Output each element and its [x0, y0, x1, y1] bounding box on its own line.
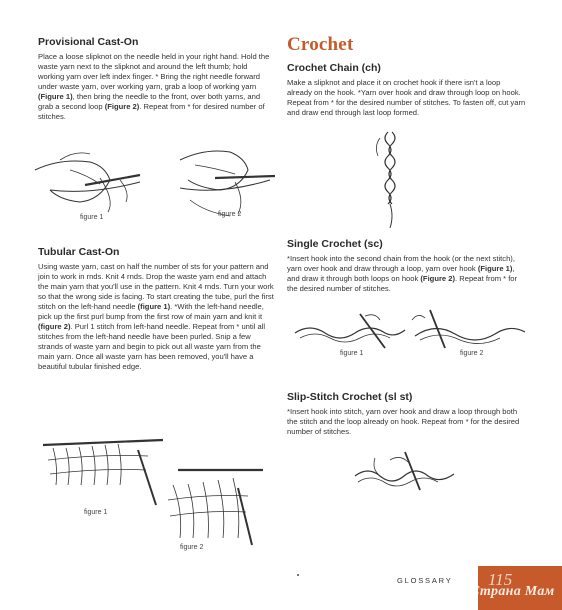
tubular-figure-2-label: figure 2	[180, 544, 204, 551]
page-number: 115	[488, 570, 513, 589]
single-crochet-heading: Single Crochet (sc)	[287, 238, 383, 250]
single-crochet-figure-2-label: figure 2	[460, 350, 484, 357]
single-crochet-illustration	[290, 308, 540, 353]
provisional-figure-2-label: figure 2	[218, 211, 242, 218]
crochet-chain-heading: Crochet Chain (ch)	[287, 62, 381, 74]
single-crochet-text: *Insert hook into the second chain from the hook (or the next stitch), yarn over hook and draw through a loop, yarn over hook (Figure 1), and draw it through both loops on hook (Figure 2). Repeat from * for the desired number of stitches.	[287, 254, 518, 293]
crochet-chain-illustration	[370, 130, 410, 230]
watermark-logo: Страна Мам	[470, 584, 555, 599]
slip-stitch-illustration	[350, 448, 460, 493]
slip-stitch-text: *Insert hook into stitch, yarn over hook and draw a loop through both the stitch and the loop already on hook. Repeat from * for the desired number of stitches.	[287, 407, 520, 436]
slip-stitch-heading: Slip-Stitch Crochet (sl st)	[287, 391, 413, 403]
provisional-cast-on-text: Place a loose slipknot on the needle held in your right hand. Hold the waste yarn next to the slipknot and around the left thumb; hold working yarn over left index finger. * Bring the right needle forward under waste yarn, over working yarn, grab a loop of working yarn (Figure 1), then bring the needle to the front, over both yarns, and grab a second loop (Figure 2). Repeat from * for desired number of stitches.	[38, 52, 270, 121]
slip-stitch-section	[287, 391, 527, 437]
tubular-cast-on-text: Using waste yarn, cast on half the number of sts for your pattern and join to work in rnds. Knit 4 rnds. Drop the waste yarn end and attach the main yarn that you'll use in the pattern. Knit 4 rnds. Turn your work so that the wrong side is facing. To start creating the tube, purl the first stitch on the left-hand needle (figure 1). *With the left-hand needle, pick up the first purl bump from the first row of main yarn and knit it (figure 2). Purl 1 stitch from left-hand needle. Repeat from * until all stitches from the left-hand needle have been purled. Snip a few strands of waste yarn and begin to pick out all waste yarn from the main yarn. Once all waste yarn has been removed, you'll have a beautiful tubular finished edge.	[38, 262, 274, 371]
provisional-figure-1-label: figure 1	[80, 214, 104, 221]
tubular-section	[38, 246, 274, 372]
crochet-title: Crochet	[287, 34, 354, 55]
single-crochet-figure-1-label: figure 1	[340, 350, 364, 357]
provisional-cast-on-illustration	[30, 140, 280, 230]
crochet-chain-text: Make a slipknot and place it on crochet hook if there isn't a loop already on the hook. *Yarn over hook and draw through loop on hook. Repeat from * for the desired number of stitches. To fasten off, cut yarn and draw end through last loop formed.	[287, 78, 526, 117]
right-column	[287, 34, 527, 118]
page-mark	[297, 574, 299, 576]
tubular-cast-on-illustration	[38, 430, 268, 560]
glossary-footer-label: GLOSSARY	[397, 576, 453, 585]
single-crochet-section	[287, 238, 527, 294]
left-column	[38, 36, 274, 122]
tubular-cast-on-heading: Tubular Cast-On	[38, 246, 120, 258]
tubular-figure-1-label: figure 1	[84, 509, 108, 516]
provisional-cast-on-heading: Provisional Cast-On	[38, 36, 139, 48]
